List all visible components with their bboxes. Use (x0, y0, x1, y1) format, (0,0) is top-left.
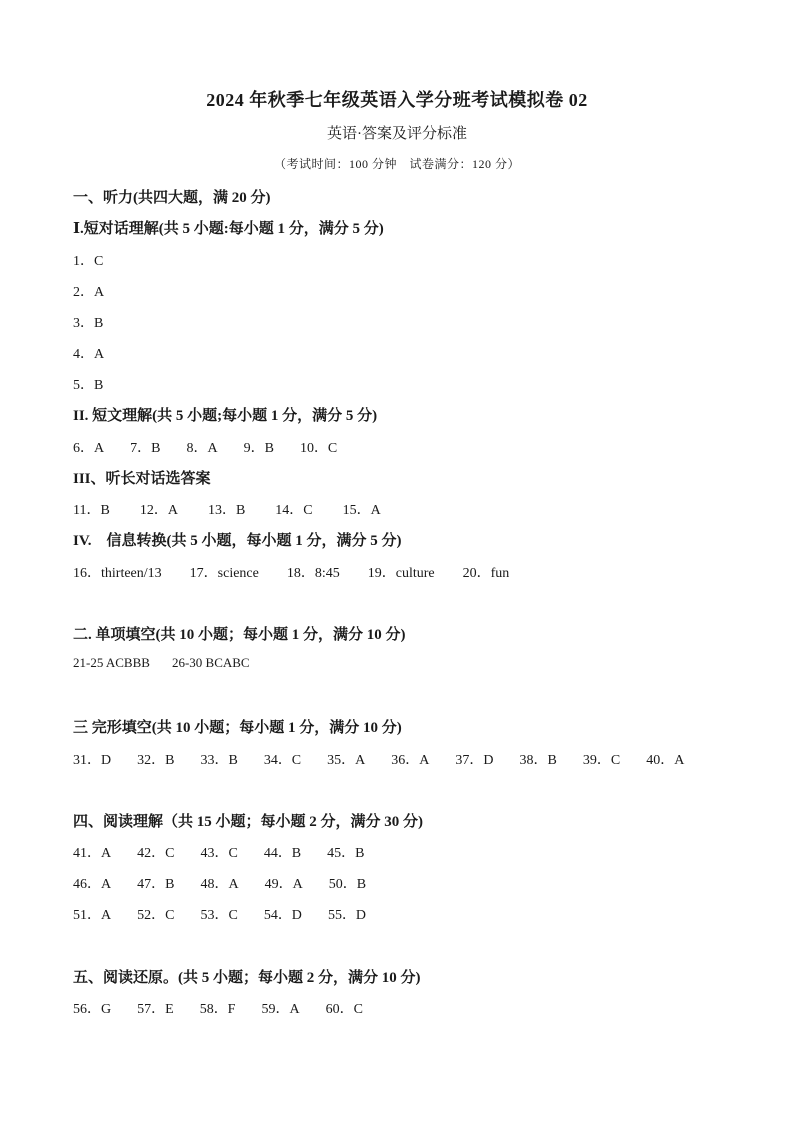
answer-item: 13．B (207, 503, 246, 518)
answer-row (73, 904, 392, 924)
answer-item: 50．B (328, 877, 367, 892)
answer-item: 43．C (200, 846, 238, 861)
answer-item: 20．fun (462, 566, 510, 581)
answer-item: 58．F (199, 1002, 236, 1017)
answer-item: 2．A (73, 285, 105, 300)
section-heading-restore: 五、阅读还原。(共 5 小题；每小题 2 分，满分 10 分) (73, 970, 421, 986)
answer-item: 59．A (261, 1002, 300, 1017)
answer-item: 41．A (73, 846, 112, 861)
answer-item: 34．C (263, 753, 302, 768)
answer-item: 5．B (73, 378, 104, 393)
answer-row (73, 655, 276, 671)
section-heading-single-choice: 二. 单项填空(共 10 小题；每小题 1 分，满分 10 分) (73, 627, 406, 643)
answer-item: 26-30 BCABC (171, 655, 250, 670)
answer-item: 40．A (646, 753, 685, 768)
page-subtitle: 英语·答案及评分标准 (327, 126, 467, 142)
answer-item: 33．B (200, 753, 238, 768)
section-heading-listening: 一、听力(共四大题，满 20 分) (73, 190, 271, 206)
answer-item: 53．C (200, 908, 238, 923)
answer-item: 51．A (73, 908, 112, 923)
answer-item: 37．D (455, 753, 494, 768)
answer-item: 31．D (73, 753, 112, 768)
answer-item: 49．A (264, 877, 303, 892)
answer-item: 48．A (200, 877, 239, 892)
answer-item: 44．B (263, 846, 302, 861)
section-heading-reading: 四、阅读理解（共 15 小题；每小题 2 分，满分 30 分) (73, 814, 423, 830)
answer-row (73, 499, 411, 519)
answer-item: 52．C (137, 908, 175, 923)
answer-item: 38．B (519, 753, 557, 768)
answer-item: 60．C (325, 1002, 363, 1017)
answer-row (73, 437, 363, 457)
exam-note: （考试时间：100 分钟 试卷满分：120 分） (273, 157, 520, 171)
answer-item: 39．C (582, 753, 621, 768)
answer-item: 36．A (391, 753, 430, 768)
answer-item: 16．thirteen/13 (73, 566, 162, 581)
answer-row (73, 842, 391, 862)
answer-item: 32．B (137, 753, 175, 768)
answer-item: 19．culture (367, 566, 435, 581)
answer-item: 18．8:45 (286, 566, 340, 581)
answer-item: 3．B (73, 316, 104, 331)
answer-item: 10．C (299, 441, 338, 456)
answer-item: 55．D (327, 908, 367, 923)
section-heading-cloze: 三 完形填空(共 10 小题；每小题 1 分，满分 10 分) (73, 720, 402, 736)
answer-item: 11．B (73, 503, 110, 518)
answer-item: 15．A (342, 503, 381, 518)
answer-item: 54．D (263, 908, 302, 923)
answer-item: 9．B (243, 441, 274, 456)
subsection-heading-info-transfer: IV. 信息转换(共 5 小题，每小题 1 分，满分 5 分) (73, 533, 402, 549)
answer-item: 35．A (327, 753, 366, 768)
answer-item: 45．B (327, 846, 365, 861)
subsection-heading-short-dialogue: Ⅰ.短对话理解(共 5 小题:每小题 1 分，满分 5 分) (73, 221, 384, 237)
answer-item: 14．C (275, 503, 313, 518)
answer-item: 47．B (137, 877, 175, 892)
answer-item: 1．C (73, 254, 104, 269)
answer-item: 42．C (137, 846, 175, 861)
answer-row (73, 873, 392, 893)
answer-item: 56．G (73, 1002, 112, 1017)
subsection-heading-long-dialogue: III、听长对话选答案 (73, 471, 211, 487)
answer-item: 7．B (130, 441, 161, 456)
answer-row (73, 562, 537, 582)
answer-item: 57．E (137, 1002, 174, 1017)
answer-item: 12．A (139, 503, 178, 518)
answer-item: 21-25 ACBBB (73, 655, 150, 670)
page-title: 2024 年秋季七年级英语入学分班考试模拟卷 02 (206, 90, 588, 110)
answer-item: 46．A (73, 877, 112, 892)
answer-item: 6．A (73, 441, 105, 456)
answer-item: 8．A (186, 441, 218, 456)
answer-item: 4．A (73, 347, 105, 362)
answer-row (73, 749, 710, 769)
answer-row (73, 998, 389, 1018)
answer-item: 17．science (189, 566, 259, 581)
subsection-heading-passage: II. 短文理解(共 5 小题;每小题 1 分，满分 5 分) (73, 408, 378, 424)
